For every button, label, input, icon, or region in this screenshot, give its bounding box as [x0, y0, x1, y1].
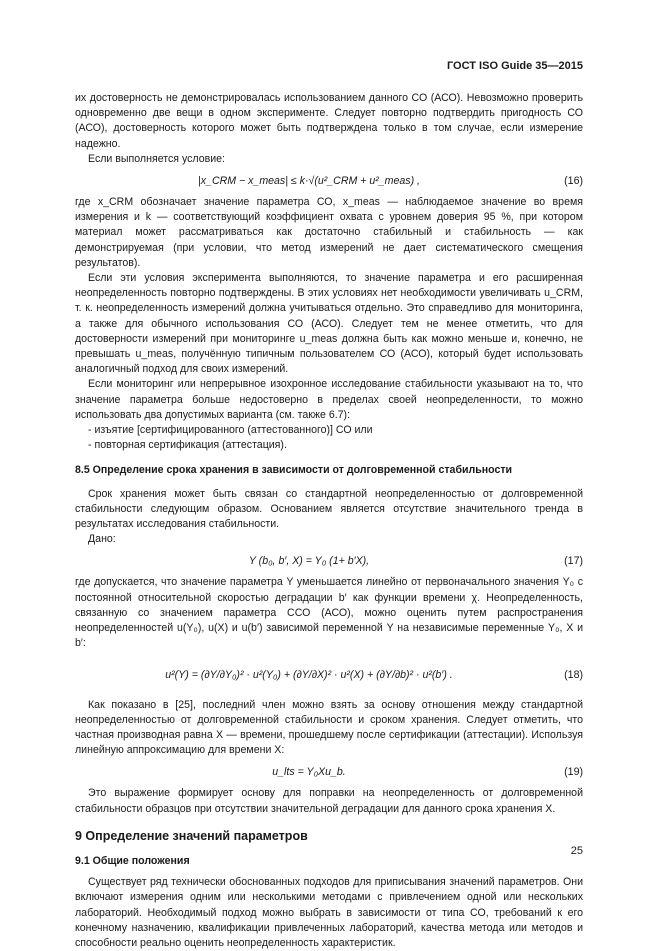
section-heading-9: 9 Определение значений параметров — [75, 828, 308, 843]
equation-formula: Y (b₀, b′, X) = Y₀ (1+ b′X), — [248, 555, 370, 568]
paragraph: Это выражение формирует основу для поправки на неопределенность от долговременной стабильности образцов при отсутствии значительной деградации для данного срока хранения X. — [75, 787, 583, 815]
paragraph: Если эти условия эксперимента выполняются, то значение параметра и его расширенная неопределенность повторно подтверждены. В этих условиях нет необходимости увеличивать u_CRM, т. к. неопределенность измерений должна учитываться отдельно. Это справедливо для мониторинга, а также для обычного использования СО (АСО). Следует тем не менее отметить, что для достоверности измерений при мониторинге u_meas должна быть как можно меньше и, конечно, не превышать u_meas, получённую типичным пользователем СО (АСО), который будет использовать аналогичный подход для своих измерений. — [75, 272, 583, 376]
paragraph: Если мониторинг или непрерывное изохронное исследование стабильности указывают на то, что значение параметра больше недостоверно в пределах своей неопределенности, то можно использовать два допустимых варианта (см. также 6.7): — [75, 378, 583, 421]
equation-number: (18) — [564, 668, 583, 681]
paragraph: Срок хранения может быть связан со стандартной неопределенностью от долговременной стабильности следующим образом. Основанием является отсутствие значительного тренда в результатах исследования стабильности. — [75, 487, 583, 531]
section-heading-8-5: 8.5 Определение срока хранения в зависимости от долговременной стабильности — [75, 464, 513, 477]
list-item: - повторная сертификация (аттестация). — [88, 439, 287, 452]
paragraph: Как показано в [25], последний член можно взять за основу отношения между стандартной неопределенностью от долговременной стабильности и сроком хранения. Следует отметить, что частная производная равна X — времени, прошедшему после сертификации (аттестации). Используя линейную аппроксимацию для времени X: — [75, 698, 583, 757]
equation-number: (16) — [564, 175, 583, 188]
equation-number: (17) — [564, 555, 583, 568]
page-number: 25 — [570, 845, 583, 857]
paragraph: Существует ряд технически обоснованных подходов для приписывания значений параметров. Они включают измерения одним или несколькими методами с привлечением одной или нескольких лабораторий. Необходимый подход можно выбрать в зависимости от типа СО, требований к его конечному назначению, квалификации привлеченных лабораторий, качества метода или методов и способности реально оценить неопределенность характеристик. — [75, 876, 583, 949]
equation-17 — [75, 549, 583, 573]
paragraph: где x_CRM обозначает значение параметра СО, x_meas — наблюдаемое значение во время измерения и k — соответствующий коэффициент охвата с уровнем доверия 95 %, при котором материал может рассматриваться как достаточно стабильный и стабильность — как демонстрируемая (при условии, что метод измерений не дает систематического смещения результатов). — [75, 196, 583, 269]
equation-19 — [75, 760, 583, 784]
equation-number: (19) — [564, 766, 583, 779]
paragraph: Если выполняется условие: — [88, 152, 225, 165]
option-list — [75, 423, 583, 453]
equation-18 — [75, 654, 583, 696]
list-item: - изъятие [сертифицированного (аттестованного)] СО или — [88, 424, 373, 437]
document-body — [75, 91, 583, 951]
equation-16 — [75, 169, 583, 193]
document-header: ГОСТ ISO Guide 35—2015 — [446, 60, 583, 72]
paragraph: Дано: — [88, 533, 116, 546]
section-heading-9-1: 9.1 Общие положения — [75, 854, 190, 867]
equation-formula: u_lts = Y₀Xu_b. — [272, 766, 346, 779]
paragraph: где допускается, что значение параметра Y уменьшается линейно от первоначального значения Y₀ с постоянной относительной скоростью деградации b′ как функции времени χ. Неопределенность, связанную со значением параметра ССО (АСО), можно оценить путем распространения неопределенностей u(Y₀), u(X) и u(b′) зависимой переменной Y на независимые переменные Y₀, X и b′: — [75, 576, 583, 650]
equation-formula: |x_CRM − x_meas| ≤ k·√(u²_CRM + u²_meas) , — [198, 175, 420, 188]
equation-formula: u²(Y) = (∂Y/∂Y₀)² · u²(Y₀) + (∂Y/∂X)² · u²(X) + (∂Y/∂b)² · u²(b′) . — [165, 668, 453, 681]
paragraph: их достоверность не демонстрировалась использованием данного СО (АСО). Невозможно проверить одновременно две вещи в одном эксперименте. Следует повторно подтвердить пригодность СО (АСО), достоверность которого может быть подтверждена только в том случае, если измерение надежно. — [75, 92, 583, 150]
